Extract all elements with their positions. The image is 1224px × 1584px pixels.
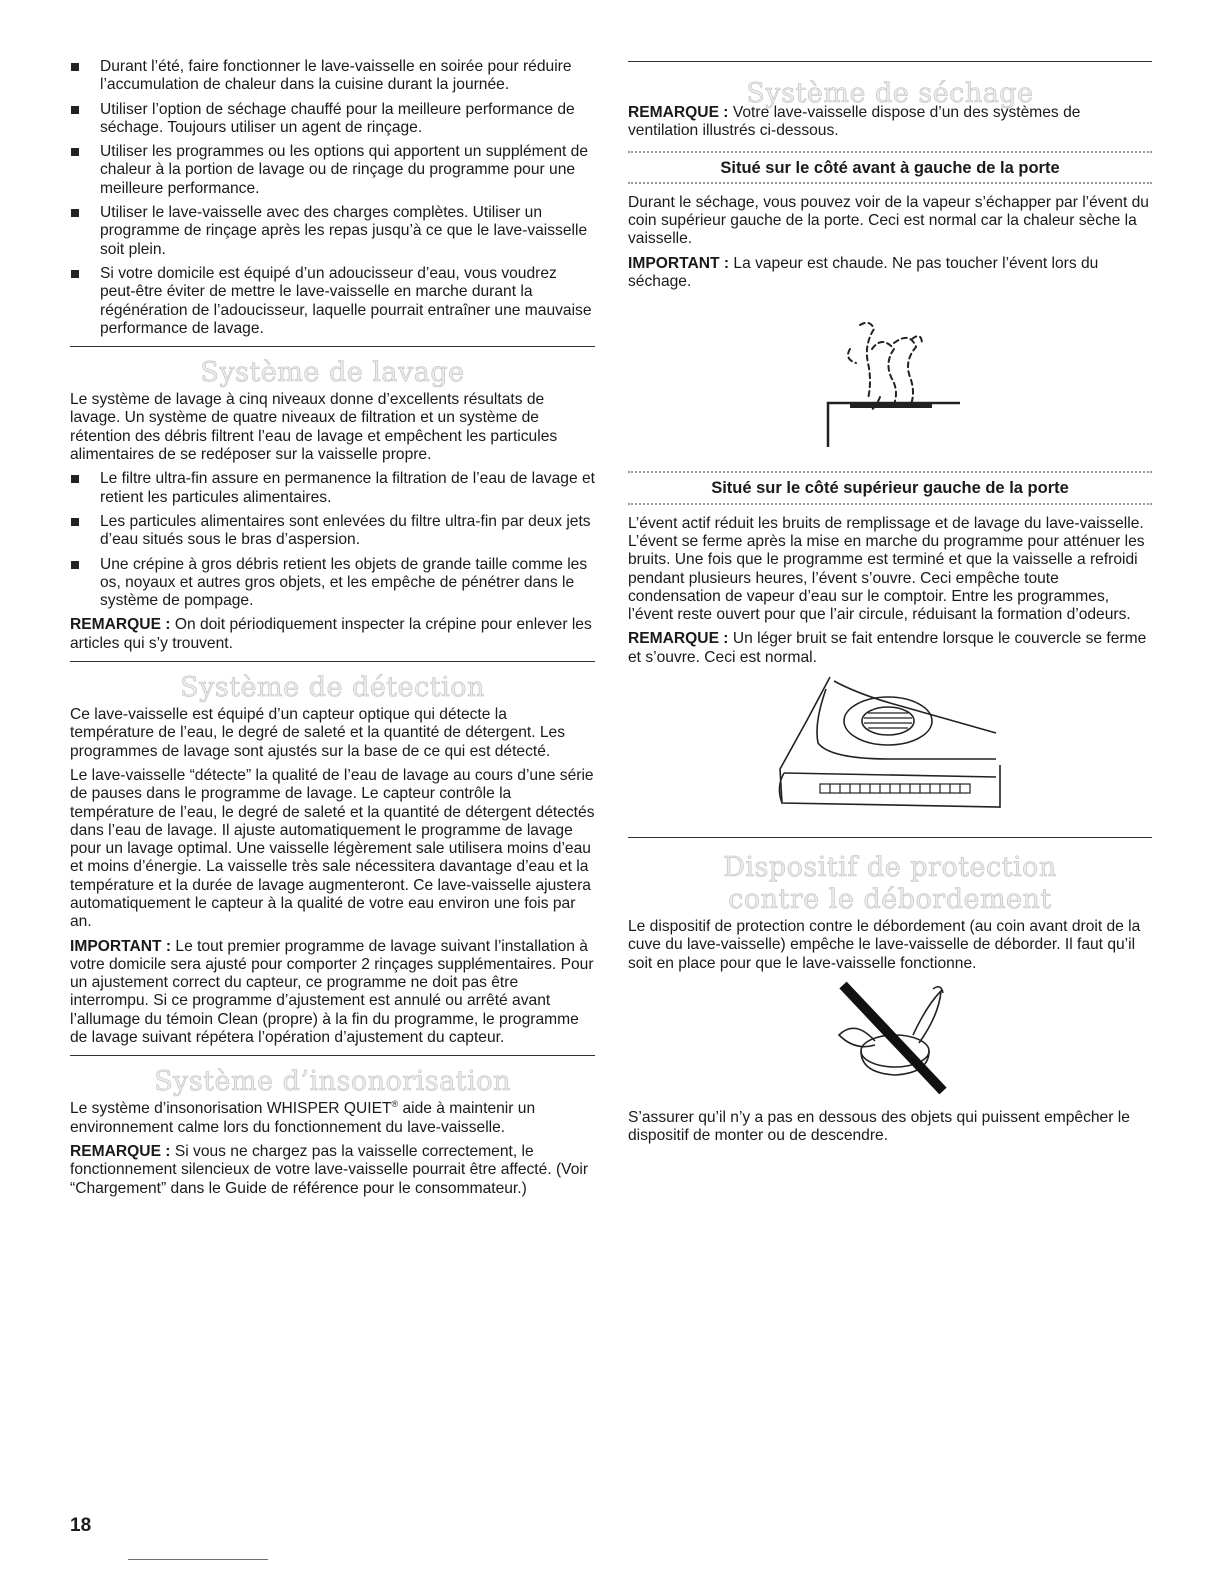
bullet-square-icon (71, 106, 79, 114)
overflow-p1: Le dispositif de protection contre le débordement (au coin avant droit de la cuve du lave-vaisselle) empêche le lave-vaisselle de déborder. Il faut qu’il soit en place pour que le lave-vaisselle fonctionne. (628, 918, 1141, 972)
list-item (70, 556, 595, 611)
front-vent-p1: Durant le séchage, vous pouvez voir de la vapeur s’échapper par l’évent du coin supérieur gauche de la porte. Ceci est normal car la chaleur sèche la vaisselle. (628, 193, 1149, 248)
top-vent-heading: Situé sur le côté supérieur gauche de la porte (711, 479, 1069, 498)
right-column (628, 58, 1152, 1152)
no-obstruction-float-illustration (815, 979, 965, 1099)
sound-p1-a: Le système d’insonorisation WHISPER QUIET (70, 1100, 392, 1118)
important-label: IMPORTANT : (70, 937, 172, 955)
overflow-title-line-1: Dispositif de protection (723, 852, 1057, 884)
bullet-square-icon (71, 475, 79, 483)
bullet-square-icon (71, 518, 79, 526)
detection-important (70, 938, 595, 1048)
list-item-text: Utiliser le lave-vaisselle avec des charges complètes. Utiliser un programme de rinçage après les repas jusqu’à ce que le lave-vaisselle soit plein. (100, 204, 588, 258)
bullet-square-icon (71, 561, 79, 569)
energy-tips-list (70, 58, 595, 338)
detection-system-title: Système de détection (180, 672, 485, 704)
list-item-text: Durant l’été, faire fonctionner le lave-vaisselle en soirée pour réduire l’accumulation de chaleur dans la cuisine durant la journée. (100, 58, 572, 94)
detection-p2: Le lave-vaisselle “détecte” la qualité de l’eau de lavage au cours d’une série de pauses dans le programme de lavage. Le capteur contrôle la température de l’eau, le degré de saleté et la quantité de détergent détectés dans l’eau de lavage. Il ajuste automatiquement le programme de lavage pour un lavage optimal. Une vaisselle légèrement sale utilisera moins d’eau et moins d’énergie. La vaisselle très sale nécessitera davantage d’eau et la température et la durée de lavage augmenteront. Ce lave-vaisselle ajustera automatiquement le capteur à la qualité de votre eau environ une fois par an. (70, 766, 595, 931)
dotted-divider (628, 503, 1152, 505)
left-column (70, 58, 595, 1204)
list-item-text: Si votre domicile est équipé d’un adoucisseur d’eau, vous voudrez peut-être éviter de mettre le lave-vaisselle en marche durant la régénération de l’adoucisseur, laquelle pourrait entraîner une mauvaise performance de lavage. (100, 264, 592, 337)
section-divider (628, 61, 1152, 62)
note-text: Votre lave-vaisselle dispose d’un des systèmes de ventilation illustrés ci-dessous. (628, 104, 1081, 140)
note-text: Un léger bruit se fait entendre lorsque le couvercle se ferme et s’ouvre. Ceci est normal. (628, 630, 1147, 666)
bullet-square-icon (71, 209, 79, 217)
note-label: REMARQUE : (70, 616, 171, 634)
list-item (70, 265, 595, 338)
note-label: REMARQUE : (628, 630, 729, 648)
vent-slot-icon (850, 403, 932, 408)
list-item (70, 143, 595, 198)
note-label: REMARQUE : (70, 1142, 171, 1160)
overflow-title-line-2: contre le débordement (728, 884, 1052, 916)
wash-system-title: Système de lavage (200, 357, 465, 389)
front-vent-important (628, 255, 1152, 292)
important-text: La vapeur est chaude. Ne pas toucher l’évent lors du séchage. (628, 254, 1099, 291)
registered-mark: ® (391, 1099, 399, 1110)
overflow-p2: S’assurer qu’il n’y a pas en dessous des objets qui puissent empêcher le dispositif de monter ou de descendre. (628, 1108, 1130, 1145)
list-item (70, 470, 595, 507)
list-item (70, 513, 595, 550)
list-item-text: Les particules alimentaires sont enlevées du filtre ultra-fin par deux jets d’eau situés sous le bras d’aspersion. (100, 512, 591, 549)
sound-p1-b: aide à maintenir un environnement calme lors du fonctionnement du lave-vaisselle. (70, 1100, 536, 1136)
bullet-square-icon (71, 270, 79, 278)
bullet-square-icon (71, 148, 79, 156)
wash-note (70, 616, 595, 653)
list-item-text: Une crépine à gros débris retient les objets de grande taille comme les os, noyaux et autres gros objets, et les empêche de pénétrer dans le système de pompage. (100, 555, 588, 610)
list-item (70, 204, 595, 259)
note-label: REMARQUE : (628, 104, 729, 121)
page-number: 18 (70, 1515, 92, 1536)
section-divider (628, 837, 1152, 838)
front-vent-heading: Situé sur le côté avant à gauche de la porte (720, 158, 1060, 177)
important-text: Le tout premier programme de lavage suivant l’installation à votre domicile sera ajusté pour comporter 2 rinçages supplémentaires. Pour un ajustement correct du capteur, ce programme ne doit pas être interrompu. Si ce programme d’ajustement est annulé ou arrêté avant l’allumage du témoin Clean (propre) à la fin du programme, le programme de lavage suivant répétera l’opération d’ajustement du capteur. (70, 937, 594, 1047)
top-vent-p1: L’évent actif réduit les bruits de remplissage et de lavage du lave-vaisselle. L’évent se ferme après la mise en marche du programme pour atténuer les bruits. Une fois que le programme est terminé et que la vaisselle a refroidi pendant plusieurs heures, l’évent s’ouvre. Ceci empêche toute condensation de vapeur d’eau sur le comptoir. Entre les programmes, l’évent reste ouvert pour que l’air circule, réduisant la formation d’odeurs. (628, 514, 1145, 624)
drying-system-title: Système de séchage (746, 78, 1034, 109)
important-label: IMPORTANT : (628, 254, 730, 272)
sound-note (70, 1143, 595, 1198)
bullet-square-icon (71, 63, 79, 71)
sound-system-title: Système d’insonorisation (154, 1066, 511, 1098)
dotted-divider (628, 182, 1152, 184)
wash-bullets (70, 470, 595, 610)
footer-line (128, 1559, 268, 1560)
steam-vent-illustration (810, 297, 970, 457)
list-item (70, 58, 595, 95)
list-item (70, 101, 595, 138)
section-divider (70, 346, 595, 347)
top-vent-note (628, 630, 1152, 667)
detection-p1: Ce lave-vaisselle est équipé d’un capteur optique qui détecte la température de l’eau, le degré de saleté et la quantité de détergent. Les programmes de lavage sont ajustés sur la base de ce qui est détecté. (70, 706, 566, 760)
list-item-text: Le filtre ultra-fin assure en permanence la filtration de l’eau de lavage et retient les particules alimentaires. (100, 470, 595, 506)
active-vent-illustration (770, 673, 1010, 823)
note-text: On doit périodiquement inspecter la crépine pour enlever les articles qui s’y trouvent. (70, 616, 592, 652)
list-item-text: Utiliser les programmes ou les options qui apportent un supplément de chaleur à la portion de lavage ou de rinçage du programme pour une meilleure performance. (100, 143, 589, 197)
dotted-divider (628, 471, 1152, 473)
sound-p1 (70, 1100, 595, 1137)
wash-intro: Le système de lavage à cinq niveaux donne d’excellents résultats de lavage. Un système de quatre niveaux de filtration et un système de rétention des débris filtrent l’eau de lavage et empêchent les particules alimentaires de se redéposer sur la vaisselle propre. (70, 391, 558, 464)
note-text: Si vous ne chargez pas la vaisselle correctement, le fonctionnement silencieux de votre lave-vaisselle pourrait être affecté. (Voir “Chargement” dans le Guide de référence pour le consommateur.) (70, 1142, 589, 1197)
list-item-text: Utiliser l’option de séchage chauffé pour la meilleure performance de séchage. Toujours utiliser un agent de rinçage. (100, 100, 575, 136)
dotted-divider (628, 151, 1152, 153)
section-divider (70, 1055, 595, 1056)
section-divider (70, 661, 595, 662)
drying-note (628, 104, 1152, 141)
